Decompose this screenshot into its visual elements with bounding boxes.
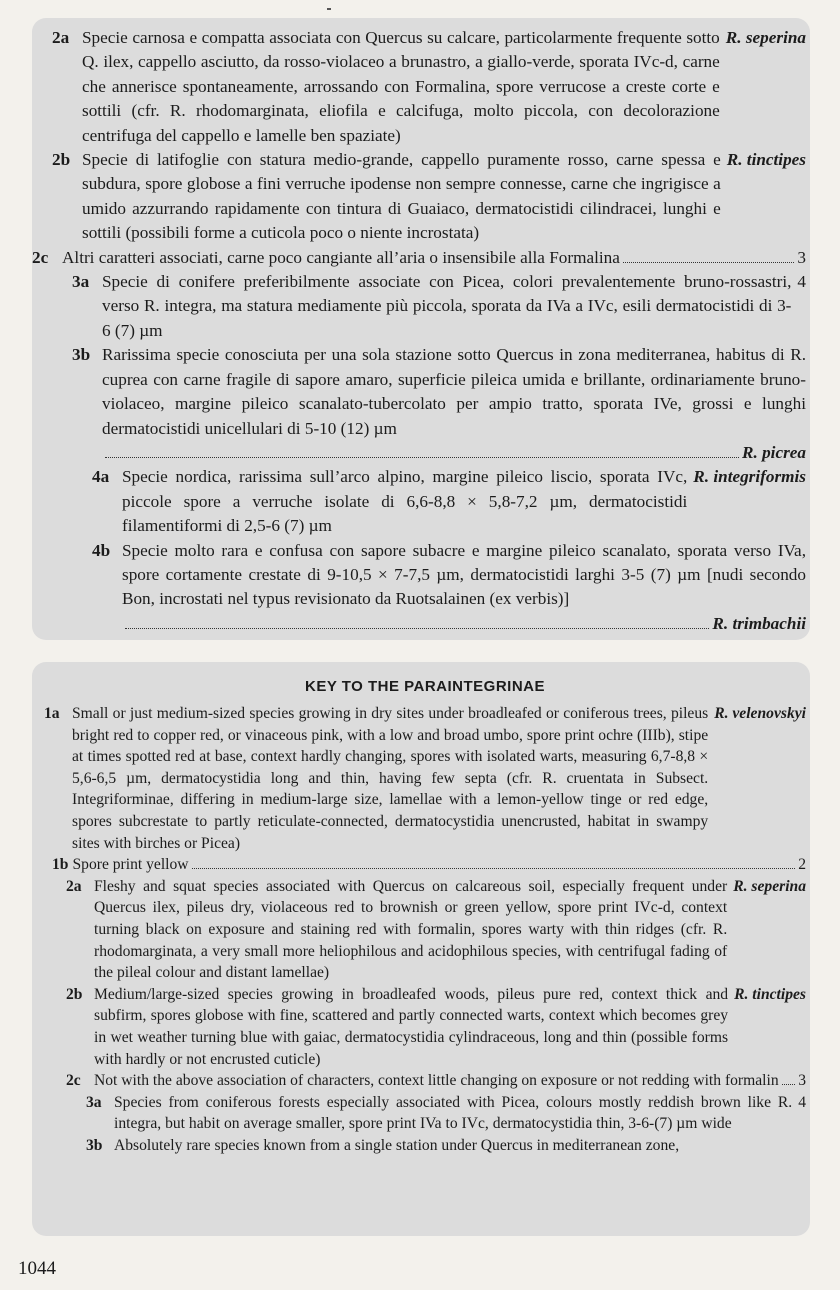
- leader-dots: [782, 1084, 796, 1085]
- entry-code: 2b: [52, 150, 71, 170]
- print-mark: [327, 8, 331, 10]
- entry-text: Fleshy and squat species associated with Quercus on calcareous soil, especially frequent under Quercus ilex, pileus dry, violaceous red to brownish or green yellow, spore print IVc-d, context turning black on exposure and staining red with formalin, spores warty with thin ridges (cfr. R. rhodomarginata, a very small more heliophilous and acidophilous species, with centrifugal fading of the pileal colour and distant lamellae): [94, 877, 728, 982]
- entry-result: R. seperina: [725, 28, 806, 47]
- key-entry-en-3b: [44, 1135, 806, 1157]
- entry-code: 2a: [52, 28, 70, 47]
- entry-text: Specie nordica, rarissima sull’arco alpino, margine pileico liscio, sporata IVc, piccole spore a verruche isolate di 6,6-8,8 × 5,8-7,2 µm, dermatocistidi filamentiformi di 2,5-6 (7) µm: [122, 467, 688, 536]
- entry-code: 2a: [66, 877, 82, 895]
- entry-result-number: 3: [798, 1072, 806, 1090]
- italian-key-box: [32, 18, 810, 640]
- entry-text: Rarissima specie conosciuta per una sola stazione sotto Quercus in zona mediterranea, habitus di R. cuprea con carne fragile di sapore amaro, superficie pileica umida e brillante, ordinariamente bruno-violaceo, margine pileico scanalato-tubercolato per ampio tratto, sporata IVe, grossi e lunghi dermatocistidi unicellulari di 5-10 (12) µm: [102, 345, 806, 438]
- entry-code: 1b: [52, 856, 69, 874]
- key-entry-it-4b: [44, 539, 806, 637]
- key-entry-en-2c: [44, 1070, 806, 1092]
- entry-code: 2c: [32, 247, 49, 267]
- entry-text: Specie di latifoglie con statura medio-grande, cappello puramente rosso, carne spessa e subdura, spore globose a fini verruche ipodense non sempre connesse, carne che ingrigisce a umido azzurrando rapidamente con tintura di Guaiaco, dermatocistidi cilindracei, lunghi e sottili (possibili forme a cuticola poco o niente incrostata): [82, 150, 721, 243]
- key-entry-it-4a: [44, 465, 806, 538]
- entry-code: 2b: [66, 985, 83, 1003]
- entry-text: Medium/large-sized species growing in broadleafed woods, pileus pure red, context thick and subfirm, spores globose with fine, scattered and partly connected warts, context which becomes grey in wet weather turning blue with gaiac, dermatocystidia cylindraceous, long and thin (possible forms with hardly or not encrusted cuticle): [94, 985, 729, 1068]
- key-entry-it-2b: [44, 148, 806, 246]
- entry-code: 3a: [72, 272, 90, 292]
- entry-result-number: 2: [798, 856, 806, 874]
- entry-result-number: 4: [798, 1093, 806, 1111]
- english-key-box: [32, 662, 810, 1236]
- entry-text: Small or just medium-sized species growing in dry sites under broadleafed or coniferous trees, pileus bright red to copper red, or vinaceous pink, with a low and broad umbo, spore print ochre (IIIb), stipe at times spotted red at base, context hardly changing, spores with isolated warts, measuring 6,7-8,8 × 5,6-6,5 µm, dermatocystidia long and thin, having few septa (cfr. R. cruentata in Subsect. Integriforminae, differing in medium-large size, lamellae with a lemon-yellow tinge or red edge, spores subcrestate to partly reticulate-connected, dermatocystidia unencrusted, habitat in swampy sites with birches or Picea): [72, 705, 709, 852]
- entry-text: Specie di conifere preferibilmente associate con Picea, colori prevalentemente bruno-rossastri, verso R. integra, ma statura mediamente più piccola, sporata da IVa a IVc, esili dermatocistidi di 3-6 (7) µm: [102, 272, 792, 340]
- entry-code: 4a: [92, 467, 110, 487]
- entry-code: 3b: [72, 345, 91, 365]
- entry-code: 1a: [44, 705, 60, 722]
- entry-code: 2c: [66, 1072, 81, 1090]
- key-entry-en-1a: [44, 703, 806, 854]
- entry-text: Absolutely rare species known from a single station under Quercus in mediterranean zone,: [114, 1136, 680, 1154]
- key-entry-en-1b: [44, 854, 806, 876]
- leader-dots: [623, 262, 795, 263]
- entry-code: 3b: [86, 1136, 103, 1154]
- entry-text: Not with the above association of characters, context little changing on exposure or not redding with formalin: [94, 1072, 779, 1090]
- leader-dots: [105, 457, 739, 458]
- key-entry-it-3b: [44, 343, 806, 465]
- leader-dots: [192, 868, 796, 869]
- entry-result: R. tinctipes: [726, 150, 806, 170]
- key-entry-en-2b: [44, 984, 806, 1070]
- entry-text: Altri caratteri associati, carne poco cangiante all’aria o insensibile alla Formalina: [62, 247, 620, 267]
- entry-code: 4b: [92, 540, 111, 560]
- entry-result-number: 4: [797, 272, 806, 292]
- entry-result: R. velenovskyi: [714, 705, 806, 722]
- entry-result: R. tinctipes: [734, 985, 806, 1003]
- key-entry-en-3a: [44, 1092, 806, 1135]
- leader-dots: [125, 628, 709, 629]
- entry-text: Specie molto rara e confusa con sapore subacre e margine pileico scanalato, sporata verso IVa, spore cortamente crestate di 9-10,5 × 7-7,5 µm, dermatocistidi larghi 3-5 (7) µm [nudi secondo Bon, incrostati nel typus revisionato da Ruotsalainen (ex verbis)]: [122, 540, 806, 609]
- entry-result: R. trimbachii: [712, 613, 806, 633]
- key-heading: KEY TO THE PARAINTEGRINAE: [304, 678, 546, 695]
- entry-text: Specie carnosa e compatta associata con Quercus su calcare, particolarmente frequente sotto Q. ilex, cappello asciutto, da rosso-violaceo a brunastro, a giallo-verde, sporata IVc-d, carne che annerisce spontaneamente, arrossando con Formalina, spore verrucose a creste corte e sottili (cfr. R. rhodomarginata, eliofila e calcifuga, molto piccola, con decolorazione centrifuga del cappello e lamelle ben spaziate): [82, 28, 720, 145]
- entry-result: R. seperina: [733, 877, 806, 895]
- entry-code: 3a: [86, 1093, 102, 1111]
- entry-text: Spore print yellow: [72, 856, 189, 874]
- key-entry-it-3a: [44, 270, 806, 343]
- page-number: 1044: [18, 1258, 56, 1279]
- entry-result-number: 3: [797, 247, 806, 267]
- entry-text: Species from coniferous forests especially associated with Picea, colours mostly reddish brown like R. integra, but habit on average smaller, spore print IVa to IVc, dermatocystidia thin, 3-6-(7) µm wide: [114, 1093, 793, 1133]
- entry-result: R. integriformis: [693, 467, 806, 487]
- key-entry-it-2a: [44, 26, 806, 148]
- key-entry-it-2c: [24, 246, 806, 270]
- entry-result: R. picrea: [742, 442, 806, 462]
- key-entry-en-2a: [44, 876, 806, 984]
